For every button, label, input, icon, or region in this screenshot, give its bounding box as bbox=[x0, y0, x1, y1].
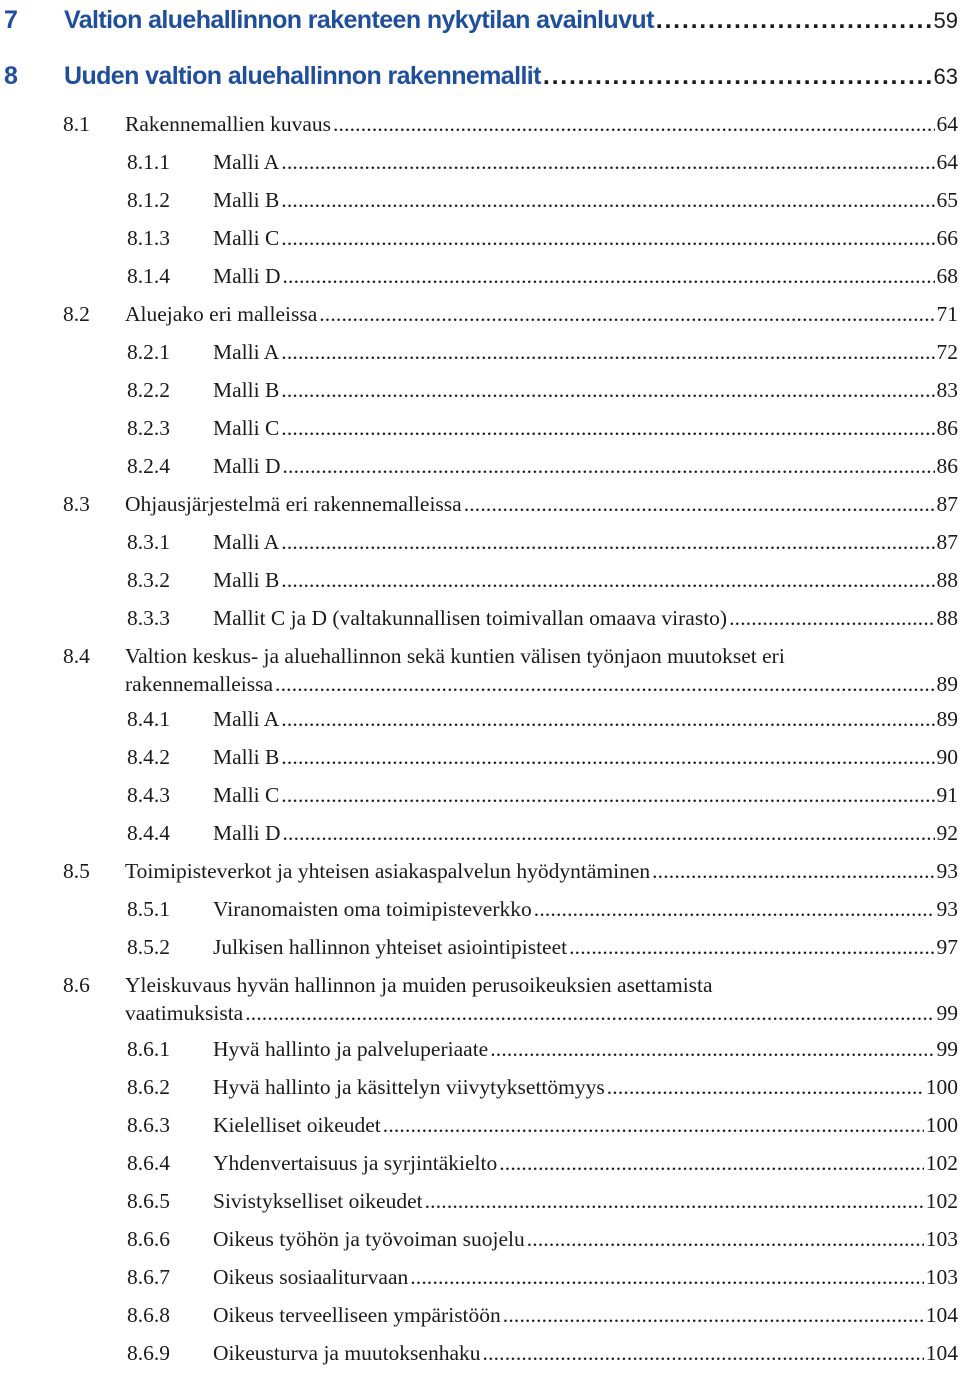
entry-title: Malli A bbox=[213, 530, 280, 554]
dot-leader bbox=[410, 1265, 924, 1290]
entry-number: 8.3.1 bbox=[127, 530, 170, 554]
dot-leader bbox=[534, 897, 935, 922]
entry-number: 8.2 bbox=[63, 302, 90, 326]
entry-title: Mallit C ja D (valtakunnallisen toimivallan omaava virasto) bbox=[213, 606, 728, 630]
entry-number: 8 bbox=[4, 62, 18, 90]
dot-leader bbox=[383, 1113, 924, 1138]
entry-title: Malli C bbox=[213, 226, 280, 250]
entry-title: Hyvä hallinto ja palveluperiaate bbox=[213, 1037, 489, 1061]
entry-number: 8.4.3 bbox=[127, 783, 170, 807]
entry-number: 8.6.9 bbox=[127, 1341, 170, 1365]
entry-page-number: 103 bbox=[925, 1265, 958, 1289]
entry-page-number: 88 bbox=[936, 568, 958, 592]
entry-title: Kielelliset oikeudet bbox=[213, 1113, 381, 1137]
entry-title: Oikeus terveelliseen ympäristöön bbox=[213, 1303, 501, 1327]
dot-leader bbox=[282, 821, 934, 846]
entry-number: 8.4.2 bbox=[127, 745, 170, 769]
entry-page-number: 59 bbox=[933, 8, 958, 33]
dot-leader bbox=[503, 1303, 924, 1328]
entry-page-number: 100 bbox=[925, 1113, 958, 1137]
dot-leader bbox=[275, 672, 934, 697]
dot-leader bbox=[282, 264, 934, 289]
entry-page-number: 65 bbox=[936, 188, 958, 212]
entry-title: Valtion keskus- ja aluehallinnon sekä kuntien välisen työnjaon muutokset eri bbox=[125, 644, 785, 668]
entry-page-number: 68 bbox=[936, 264, 958, 288]
entry-page-number: 88 bbox=[936, 606, 958, 630]
dot-leader bbox=[483, 1341, 924, 1366]
entry-number: 8.2.2 bbox=[127, 378, 170, 402]
entry-number: 8.6.8 bbox=[127, 1303, 170, 1327]
entry-page-number: 99 bbox=[936, 1037, 958, 1061]
entry-title: Oikeus työhön ja työvoiman suojelu bbox=[213, 1227, 525, 1251]
entry-number: 8.3.3 bbox=[127, 606, 170, 630]
dot-leader bbox=[464, 492, 935, 517]
entry-page-number: 87 bbox=[936, 530, 958, 554]
dot-leader bbox=[569, 935, 934, 960]
entry-title: Uuden valtion aluehallinnon rakennemallit bbox=[64, 62, 541, 90]
dot-leader bbox=[527, 1227, 924, 1252]
entry-number: 8.6 bbox=[63, 973, 90, 997]
entry-title: Malli B bbox=[213, 745, 280, 769]
entry-page-number: 100 bbox=[925, 1075, 958, 1099]
dot-leader bbox=[543, 62, 932, 91]
entry-title: Ohjausjärjestelmä eri rakennemalleissa bbox=[125, 492, 462, 516]
entry-page-number: 64 bbox=[936, 112, 958, 136]
entry-page-number: 102 bbox=[925, 1151, 958, 1175]
entry-number: 8.3 bbox=[63, 492, 90, 516]
entry-title: Rakennemallien kuvaus bbox=[125, 112, 331, 136]
entry-page-number: 86 bbox=[936, 416, 958, 440]
entry-title-continued: vaatimuksista bbox=[125, 1001, 244, 1025]
dot-leader bbox=[281, 707, 934, 732]
entry-page-number: 97 bbox=[936, 935, 958, 959]
dot-leader bbox=[490, 1037, 934, 1062]
entry-title: Malli B bbox=[213, 188, 280, 212]
dot-leader bbox=[319, 302, 934, 327]
dot-leader bbox=[281, 340, 934, 365]
dot-leader bbox=[281, 530, 934, 555]
entry-number: 8.5.1 bbox=[127, 897, 170, 921]
dot-leader bbox=[729, 606, 934, 631]
entry-title: Malli B bbox=[213, 568, 280, 592]
entry-title: Sivistykselliset oikeudet bbox=[213, 1189, 423, 1213]
entry-title: Malli C bbox=[213, 416, 280, 440]
entry-page-number: 104 bbox=[925, 1341, 958, 1365]
entry-number: 8.1.2 bbox=[127, 188, 170, 212]
dot-leader bbox=[281, 416, 934, 441]
dot-leader bbox=[281, 150, 934, 175]
entry-number: 8.1.3 bbox=[127, 226, 170, 250]
dot-leader bbox=[333, 112, 935, 137]
entry-number: 8.5.2 bbox=[127, 935, 170, 959]
entry-number: 8.6.5 bbox=[127, 1189, 170, 1213]
entry-page-number: 64 bbox=[936, 150, 958, 174]
entry-title: Aluejako eri malleissa bbox=[125, 302, 318, 326]
entry-title: Malli A bbox=[213, 707, 280, 731]
entry-title: Hyvä hallinto ja käsittelyn viivytyksettömyys bbox=[213, 1075, 605, 1099]
entry-title: Viranomaisten oma toimipisteverkko bbox=[213, 897, 532, 921]
entry-title: Malli D bbox=[213, 821, 281, 845]
entry-number: 8.2.4 bbox=[127, 454, 170, 478]
entry-number: 8.2.1 bbox=[127, 340, 170, 364]
entry-number: 8.6.4 bbox=[127, 1151, 170, 1175]
dot-leader bbox=[245, 1001, 934, 1026]
dot-leader bbox=[607, 1075, 924, 1100]
entry-page-number: 91 bbox=[936, 783, 958, 807]
entry-title: Julkisen hallinnon yhteiset asiointipisteet bbox=[213, 935, 568, 959]
entry-number: 8.6.1 bbox=[127, 1037, 170, 1061]
entry-page-number: 102 bbox=[925, 1189, 958, 1213]
dot-leader bbox=[282, 454, 934, 479]
entry-number: 8.4.4 bbox=[127, 821, 170, 845]
entry-page-number: 72 bbox=[936, 340, 958, 364]
entry-number: 8.3.2 bbox=[127, 568, 170, 592]
entry-title: Valtion aluehallinnon rakenteen nykytilan avainluvut bbox=[64, 6, 654, 34]
entry-title: Yleiskuvaus hyvän hallinnon ja muiden perusoikeuksien asettamista bbox=[125, 973, 713, 997]
entry-number: 8.1.1 bbox=[127, 150, 170, 174]
entry-page-number: 93 bbox=[936, 897, 958, 921]
entry-page-number: 104 bbox=[925, 1303, 958, 1327]
dot-leader bbox=[281, 568, 934, 593]
entry-page-number: 66 bbox=[936, 226, 958, 250]
entry-page-number: 63 bbox=[933, 64, 958, 89]
entry-page-number: 90 bbox=[936, 745, 958, 769]
entry-number: 8.6.2 bbox=[127, 1075, 170, 1099]
entry-title: Toimipisteverkot ja yhteisen asiakaspalvelun hyödyntäminen bbox=[125, 859, 651, 883]
entry-number: 8.2.3 bbox=[127, 416, 170, 440]
entry-number: 8.5 bbox=[63, 859, 90, 883]
dot-leader bbox=[652, 859, 934, 884]
entry-page-number: 87 bbox=[936, 492, 958, 516]
entry-number: 8.1 bbox=[63, 112, 90, 136]
entry-number: 8.4 bbox=[63, 644, 90, 668]
entry-title: Oikeus sosiaaliturvaan bbox=[213, 1265, 409, 1289]
entry-title: Malli D bbox=[213, 454, 281, 478]
dot-leader bbox=[281, 783, 934, 808]
entry-title: Yhdenvertaisuus ja syrjintäkielto bbox=[213, 1151, 498, 1175]
entry-page-number: 89 bbox=[936, 672, 958, 696]
dot-leader bbox=[281, 226, 934, 251]
dot-leader bbox=[281, 745, 934, 770]
entry-title: Malli D bbox=[213, 264, 281, 288]
entry-title-continued: rakennemalleissa bbox=[125, 672, 274, 696]
dot-leader bbox=[499, 1151, 924, 1176]
entry-page-number: 99 bbox=[936, 1001, 958, 1025]
entry-title: Malli B bbox=[213, 378, 280, 402]
entry-title: Malli C bbox=[213, 783, 280, 807]
entry-number: 8.1.4 bbox=[127, 264, 170, 288]
entry-page-number: 93 bbox=[936, 859, 958, 883]
entry-number: 8.6.3 bbox=[127, 1113, 170, 1137]
entry-title: Malli A bbox=[213, 150, 280, 174]
entry-page-number: 103 bbox=[925, 1227, 958, 1251]
dot-leader bbox=[656, 6, 932, 35]
entry-page-number: 86 bbox=[936, 454, 958, 478]
entry-page-number: 83 bbox=[936, 378, 958, 402]
dot-leader bbox=[281, 188, 934, 213]
entry-number: 7 bbox=[4, 6, 18, 34]
entry-title: Oikeusturva ja muutoksenhaku bbox=[213, 1341, 481, 1365]
dot-leader bbox=[425, 1189, 924, 1214]
entry-number: 8.6.7 bbox=[127, 1265, 170, 1289]
entry-title: Malli A bbox=[213, 340, 280, 364]
entry-page-number: 92 bbox=[936, 821, 958, 845]
entry-page-number: 89 bbox=[936, 707, 958, 731]
entry-page-number: 71 bbox=[936, 302, 958, 326]
dot-leader bbox=[281, 378, 934, 403]
entry-number: 8.4.1 bbox=[127, 707, 170, 731]
entry-number: 8.6.6 bbox=[127, 1227, 170, 1251]
